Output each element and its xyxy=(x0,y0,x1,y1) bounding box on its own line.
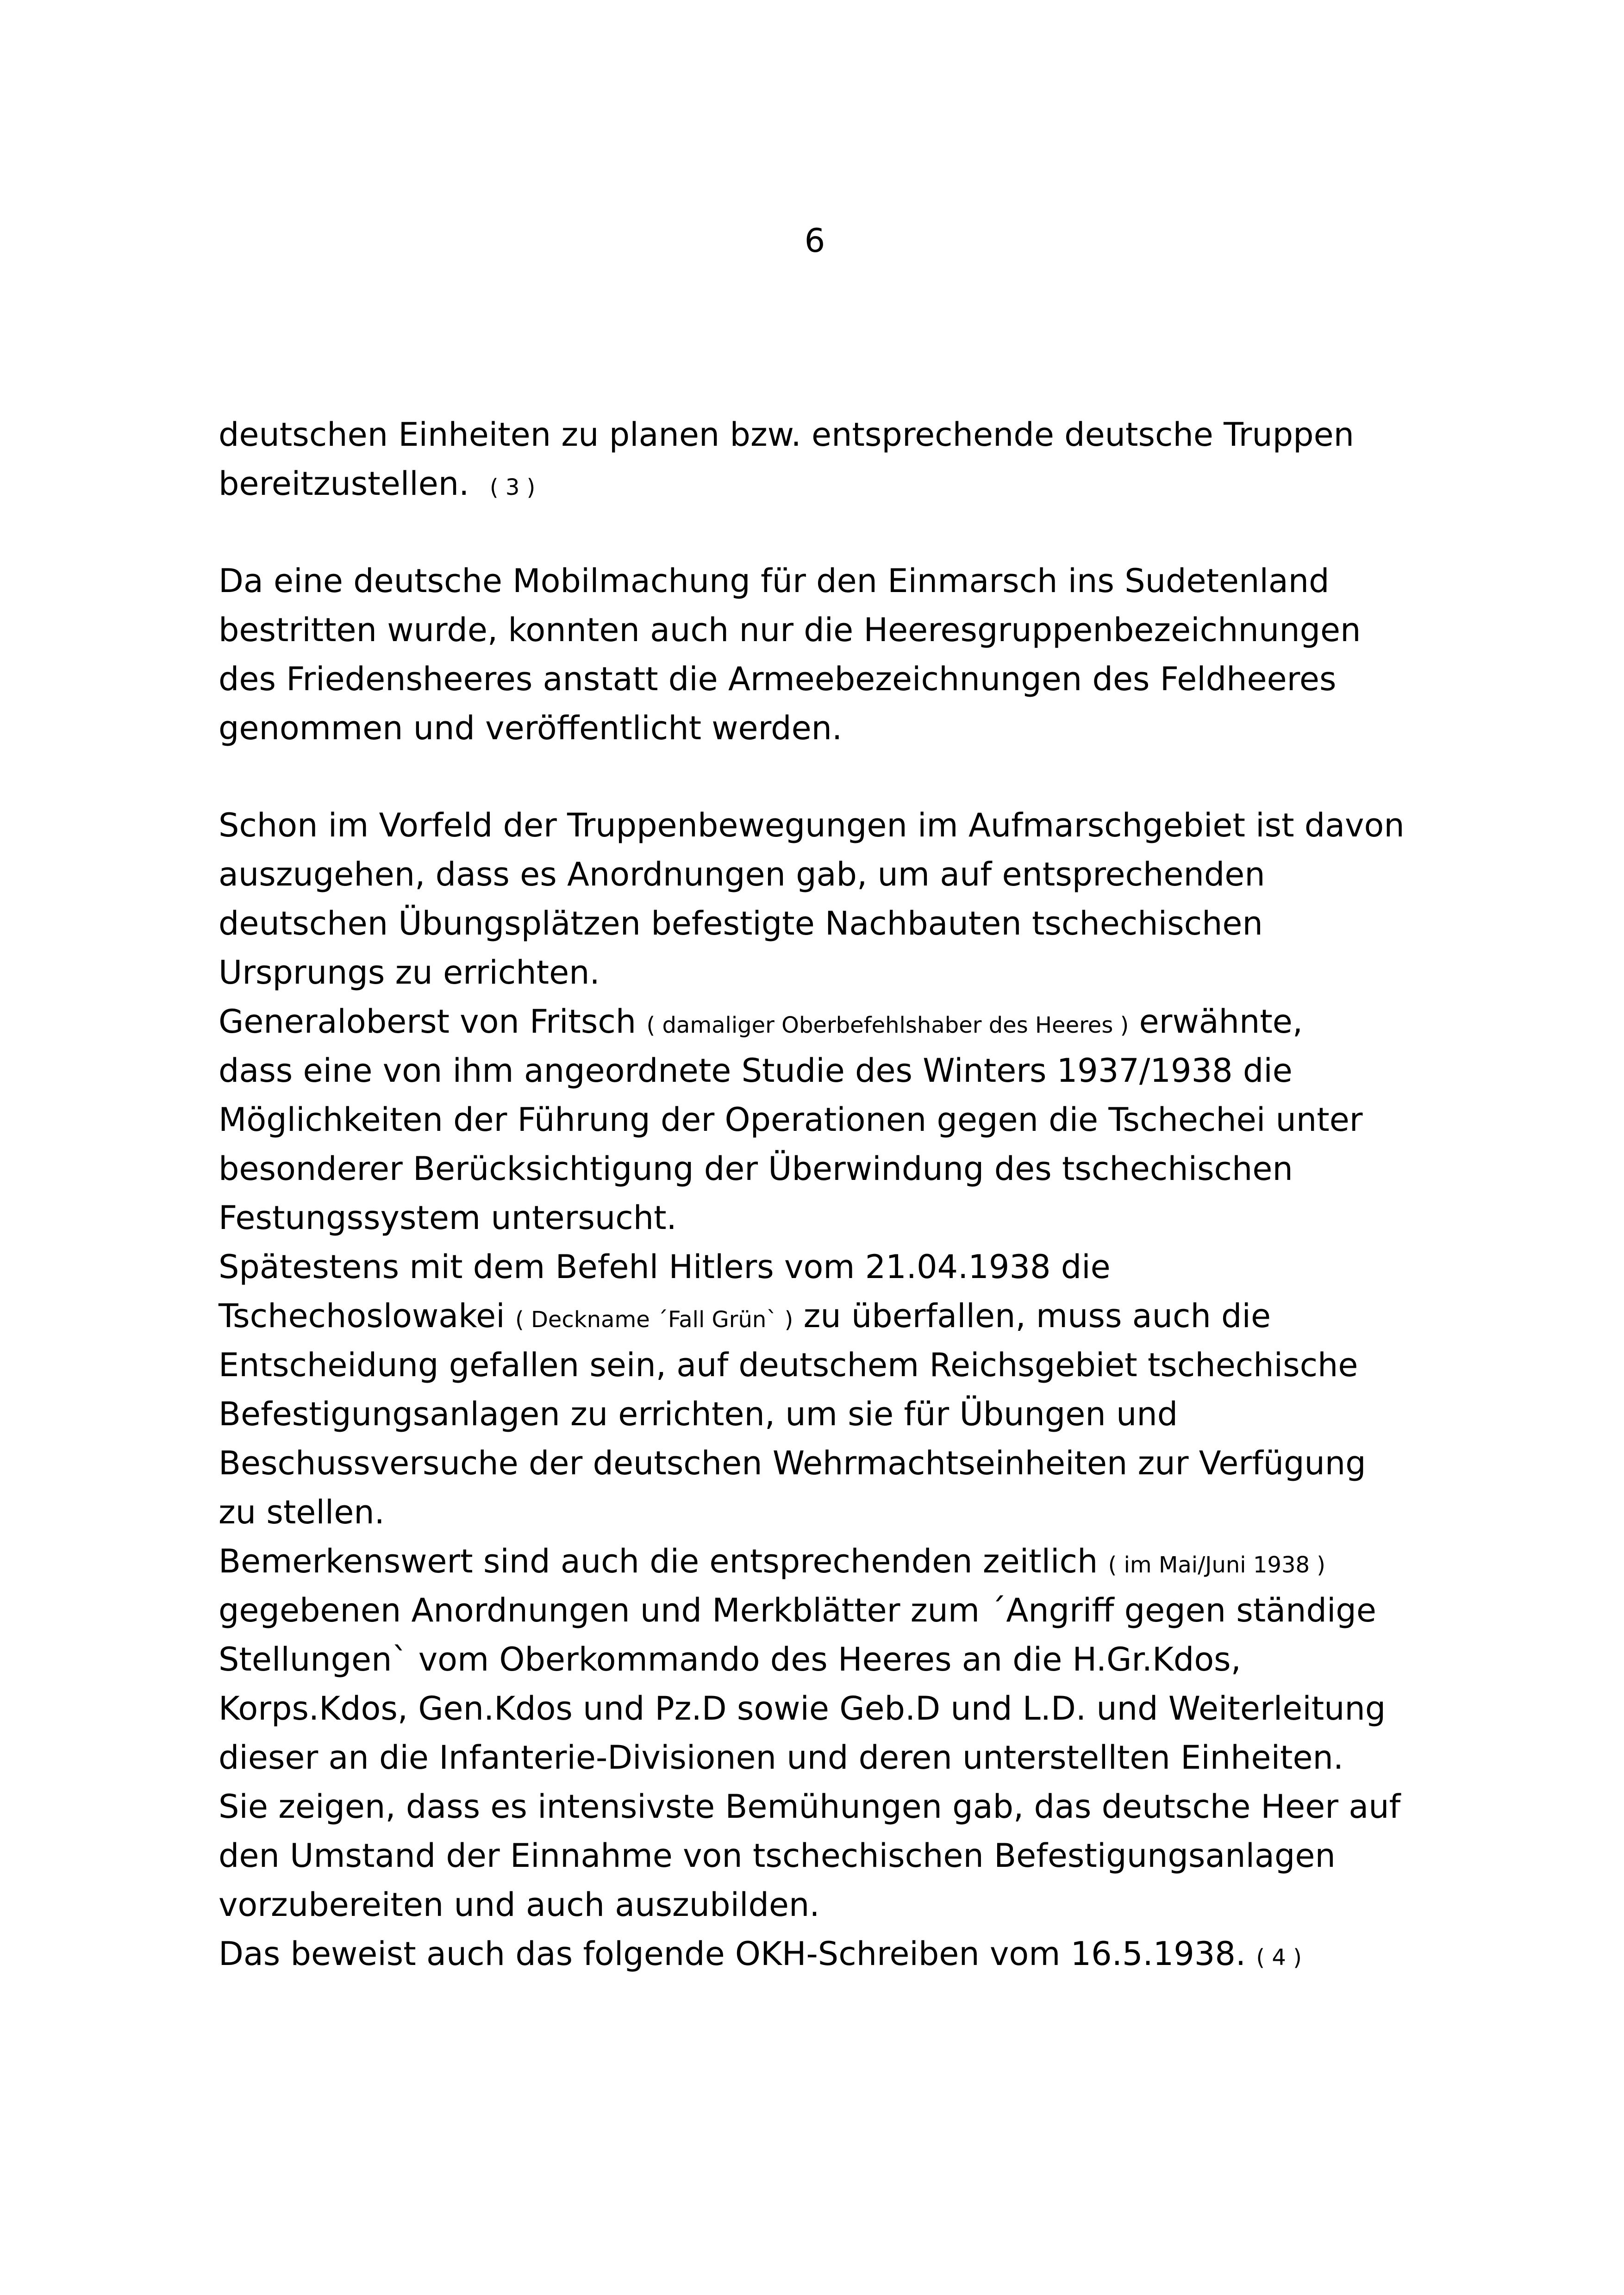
paragraph-2 xyxy=(219,556,1468,753)
text-line: Entscheidung gefallen sein, auf deutschem Reichsgebiet tschechische xyxy=(219,1346,1358,1384)
parenthetical-note: ( damaliger Oberbefehlshaber des Heeres ) xyxy=(646,1012,1129,1038)
text-line: bestritten wurde, konnten auch nur die Heeresgruppenbezeichnungen xyxy=(219,611,1361,649)
text-line: deutschen Einheiten zu planen bzw. entsprechende deutsche Truppen xyxy=(219,416,1355,454)
text-line: des Friedensheeres anstatt die Armeebezeichnungen des Feldheeres xyxy=(219,660,1337,698)
text-line: Beschussversuche der deutschen Wehrmachtseinheiten zur Verfügung xyxy=(219,1444,1366,1482)
text-line: den Umstand der Einnahme von tschechischen Befestigungsanlagen xyxy=(219,1837,1336,1875)
text-line xyxy=(219,1291,1468,1341)
text-line: besonderer Berücksichtigung der Überwindung des tschechischen xyxy=(219,1150,1293,1188)
paragraph-3 xyxy=(219,801,1468,1978)
text-line: Möglichkeiten der Führung der Operationen gegen die Tschechei unter xyxy=(219,1101,1363,1139)
text-line: Spätestens mit dem Befehl Hitlers vom 21.04.1938 die xyxy=(219,1248,1111,1286)
text-line: genommen und veröffentlicht werden. xyxy=(219,709,843,747)
text-line: dass eine von ihm angeordnete Studie des Winters 1937/1938 die xyxy=(219,1052,1293,1090)
text-line: dieser an die Infanterie-Divisionen und deren unterstellten Einheiten. xyxy=(219,1739,1344,1777)
text-segment: Tschechoslowakei xyxy=(219,1297,505,1335)
parenthetical-note: ( Deckname ´Fall Grün` ) xyxy=(515,1307,793,1333)
paragraph-1 xyxy=(219,410,1468,508)
text-segment: Bemerkenswert sind auch die entsprechenden zeitlich xyxy=(219,1542,1098,1580)
text-line xyxy=(219,1537,1468,1586)
parenthetical-note: ( im Mai/Juni 1938 ) xyxy=(1108,1552,1326,1578)
text-line: deutschen Übungsplätzen befestigte Nachbauten tschechischen xyxy=(219,904,1263,942)
page-number: 6 xyxy=(804,222,825,260)
text-segment: Das beweist auch das folgende OKH-Schreiben vom 16.5.1938. xyxy=(219,1935,1246,1973)
text-line: vorzubereiten und auch auszubilden. xyxy=(219,1886,820,1924)
text-line: Festungssystem untersucht. xyxy=(219,1199,677,1237)
text-line: Befestigungsanlagen zu errichten, um sie für Übungen und xyxy=(219,1395,1178,1433)
text-segment: Generaloberst von Fritsch xyxy=(219,1003,637,1041)
text-line: Da eine deutsche Mobilmachung für den Einmarsch ins Sudetenland xyxy=(219,562,1330,600)
text-line xyxy=(219,1929,1468,1978)
text-segment: zu überfallen, muss auch die xyxy=(803,1297,1271,1335)
text-line: zu stellen. xyxy=(219,1493,385,1531)
footnote-reference: ( 3 ) xyxy=(489,474,536,500)
text-line: gegebenen Anordnungen und Merkblätter zum ´Angriff gegen ständige xyxy=(219,1591,1376,1629)
text-line: Schon im Vorfeld der Truppenbewegungen im Aufmarschgebiet ist davon xyxy=(219,806,1405,844)
text-segment: erwähnte, xyxy=(1139,1003,1303,1041)
text-line: Stellungen` vom Oberkommando des Heeres an die H.Gr.Kdos, xyxy=(219,1640,1241,1678)
footnote-reference: ( 4 ) xyxy=(1256,1945,1302,1971)
text-line: Korps.Kdos, Gen.Kdos und Pz.D sowie Geb.D und L.D. und Weiterleitung xyxy=(219,1690,1386,1727)
text-line: Ursprungs zu errichten. xyxy=(219,954,600,992)
text-line: Sie zeigen, dass es intensivste Bemühungen gab, das deutsche Heer auf xyxy=(219,1788,1401,1826)
text-line xyxy=(219,459,1468,508)
text-segment: bereitzustellen. xyxy=(219,465,469,503)
text-line xyxy=(219,997,1468,1046)
text-line: auszugehen, dass es Anordnungen gab, um auf entsprechenden xyxy=(219,855,1265,893)
